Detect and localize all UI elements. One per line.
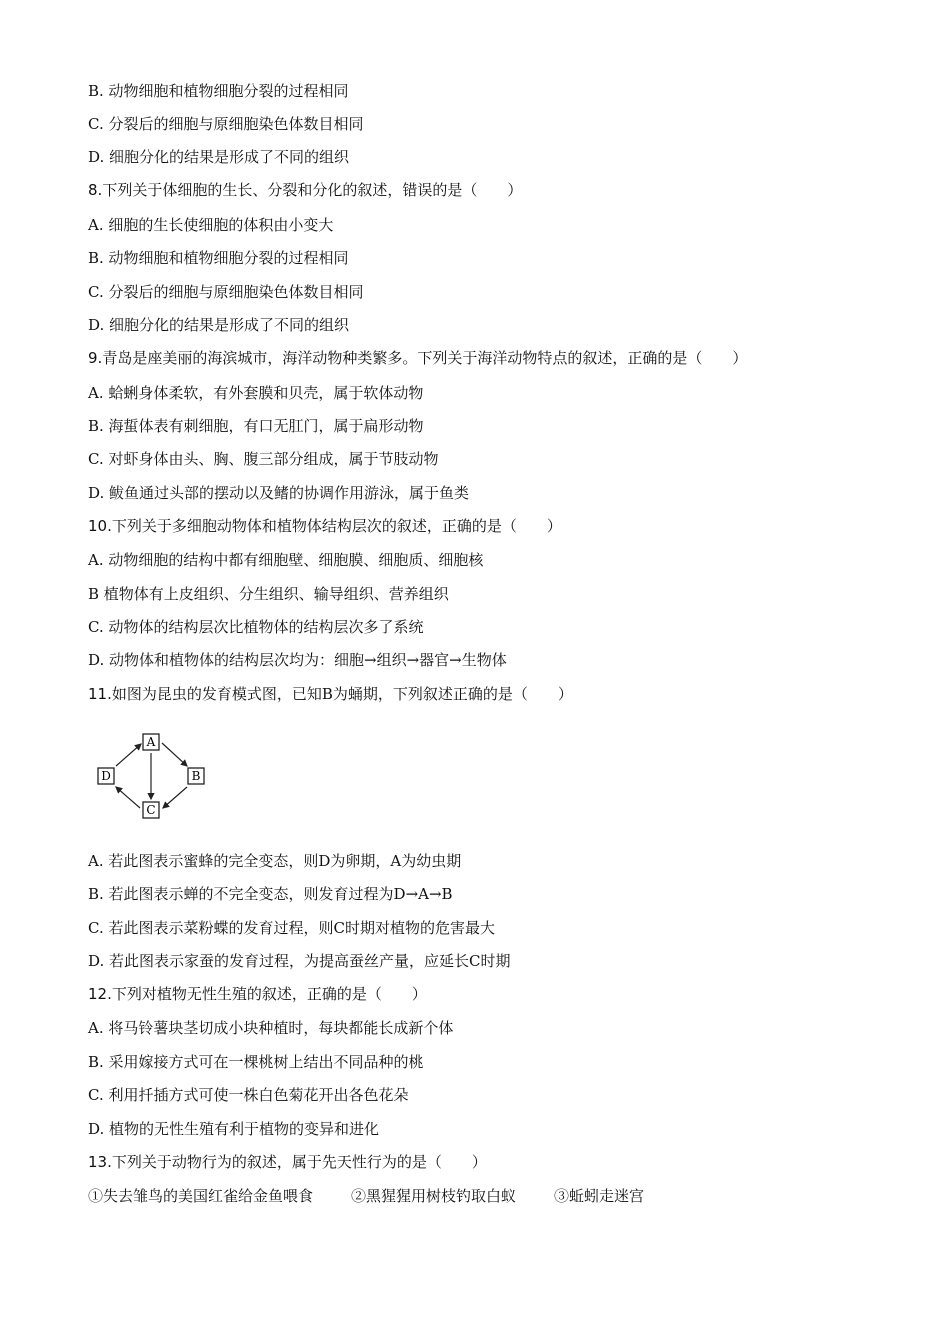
q11-option-b: B. 若此图表示蝉的不完全变态，则发育过程为D→A→B xyxy=(88,885,453,903)
q8-stem xyxy=(88,180,522,200)
q13-item-2: ②黑猩猩用树枝钓取白蚁 xyxy=(351,1187,517,1205)
q9-text: 青岛是座美丽的海滨城市，海洋动物种类繁多。下列关于海洋动物特点的叙述，正确的是（ ） xyxy=(102,349,748,367)
q11-text: 如图为昆虫的发育模式图，已知B为蛹期，下列叙述正确的是（ ） xyxy=(111,685,573,703)
q13-item-3: ③蚯蚓走迷宫 xyxy=(554,1187,645,1205)
q8-number: 8. xyxy=(88,181,103,199)
q11-number: 11. xyxy=(88,685,112,703)
q7-option-d: D. 细胞分化的结果是形成了不同的组织 xyxy=(88,148,350,166)
q9-option-c: C. 对虾身体由头、胸、腹三部分组成，属于节肢动物 xyxy=(88,450,439,468)
arrow-a-to-b xyxy=(162,743,187,766)
q7-option-b: B. 动物细胞和植物细胞分裂的过程相同 xyxy=(88,82,349,100)
q11-option-d: D. 若此图表示家蚕的发育过程，为提高蚕丝产量，应延长C时期 xyxy=(88,952,511,970)
q12-option-a: A. 将马铃薯块茎切成小块种植时，每块都能长成新个体 xyxy=(88,1019,454,1037)
q10-option-b: B 植物体有上皮组织、分生组织、输导组织、营养组织 xyxy=(88,585,449,603)
stage-b-label: B xyxy=(191,769,201,783)
q10-option-d: D. 动物体和植物体的结构层次均为：细胞→组织→器官→生物体 xyxy=(88,651,507,669)
q12-stem xyxy=(88,984,427,1004)
stage-b-box xyxy=(188,768,204,784)
q13-stem xyxy=(88,1152,487,1172)
arrow-b-to-c xyxy=(163,787,187,808)
q8-text: 下列关于体细胞的生长、分裂和分化的叙述，错误的是（ ） xyxy=(102,181,523,199)
q10-number: 10. xyxy=(88,517,112,535)
q9-option-d: D. 鲅鱼通过头部的摆动以及鳍的协调作用游泳，属于鱼类 xyxy=(88,484,470,502)
q10-option-c: C. 动物体的结构层次比植物体的结构层次多了系统 xyxy=(88,618,424,636)
q8-option-a: A. 细胞的生长使细胞的体积由小变大 xyxy=(88,216,334,234)
stage-c-label: C xyxy=(146,803,156,817)
q9-option-b: B. 海蜇体表有刺细胞，有口无肛门，属于扁形动物 xyxy=(88,417,424,435)
q11-stem xyxy=(88,684,573,704)
q12-text: 下列对植物无性生殖的叙述，正确的是（ ） xyxy=(111,985,427,1003)
q8-option-d: D. 细胞分化的结果是形成了不同的组织 xyxy=(88,316,350,334)
q10-text: 下列关于多细胞动物体和植物体结构层次的叙述，正确的是（ ） xyxy=(111,517,562,535)
q12-number: 12. xyxy=(88,985,112,1003)
q11-option-c: C. 若此图表示菜粉蝶的发育过程，则C时期对植物的危害最大 xyxy=(88,919,495,937)
q8-option-b: B. 动物细胞和植物细胞分裂的过程相同 xyxy=(88,249,349,267)
q8-option-c: C. 分裂后的细胞与原细胞染色体数目相同 xyxy=(88,283,364,301)
q13-text: 下列关于动物行为的叙述，属于先天性行为的是（ ） xyxy=(111,1153,487,1171)
arrow-d-to-a xyxy=(116,744,141,766)
q12-option-d: D. 植物的无性生殖有利于植物的变异和进化 xyxy=(88,1120,380,1138)
q9-number: 9. xyxy=(88,349,103,367)
q13-items xyxy=(88,1186,682,1206)
q10-stem xyxy=(88,516,562,536)
insect-development-diagram xyxy=(90,728,220,828)
q9-option-a: A. 蛤蜊身体柔软，有外套膜和贝壳，属于软体动物 xyxy=(88,384,424,402)
q13-number: 13. xyxy=(88,1153,112,1171)
q12-option-c: C. 利用扦插方式可使一株白色菊花开出各色花朵 xyxy=(88,1086,409,1104)
q7-option-c: C. 分裂后的细胞与原细胞染色体数目相同 xyxy=(88,115,364,133)
q10-option-a: A. 动物细胞的结构中都有细胞壁、细胞膜、细胞质、细胞核 xyxy=(88,551,484,569)
q13-item-1: ①失去雏鸟的美国红雀给金鱼喂食 xyxy=(88,1187,314,1205)
q11-option-a: A. 若此图表示蜜蜂的完全变态，则D为卵期，A为幼虫期 xyxy=(88,852,462,870)
stage-d-box xyxy=(98,768,114,784)
stage-c-box xyxy=(143,802,159,818)
stage-d-label: D xyxy=(101,769,111,783)
q12-option-b: B. 采用嫁接方式可在一棵桃树上结出不同品种的桃 xyxy=(88,1053,424,1071)
stage-a-label: A xyxy=(146,735,156,749)
q9-stem xyxy=(88,348,747,368)
stage-a-box xyxy=(143,734,159,750)
arrow-c-to-d xyxy=(116,787,140,808)
